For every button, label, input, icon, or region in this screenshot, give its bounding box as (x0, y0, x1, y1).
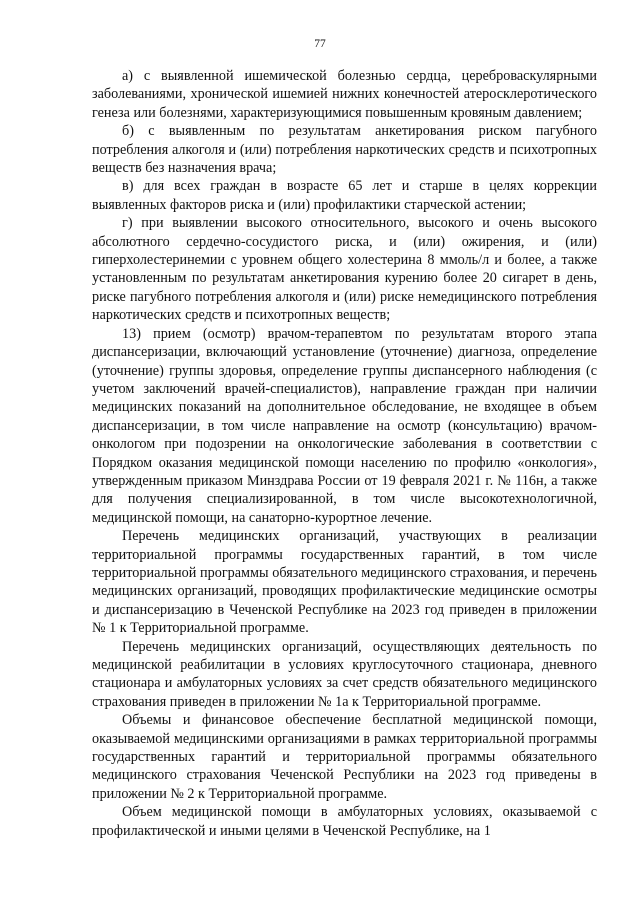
paragraph-organizations-list: Перечень медицинских организаций, участвующих в реализации территориальной программы государственных гарантий, в том числе территориальной программы обязательного медицинского страхования, и перечень медицинских организаций, проводящих профилактические медицинские осмотры и диспансеризацию в Чеченской Республике на 2023 год приведен в приложении № 1 к Территориальной программе. (92, 528, 597, 637)
paragraph-item-a: а) с выявленной ишемической болезнью сердца, цереброваскулярными заболеваниями, хронической ишемией нижних конечностей атеросклеротического генеза или болезнями, характеризующимися повышенным кровяным давлением; (92, 68, 597, 121)
paragraph-item-b: б) с выявленным по результатам анкетирования риском пагубного потребления алкоголя и (или) потребления наркотических средств и психотропных веществ без назначения врача; (92, 123, 597, 177)
paragraph-item-13: 13) прием (осмотр) врачом-терапевтом по результатам второго этапа диспансеризации, включающий установление (уточнение) диагноза, определение (уточнение) группы здоровья, определение группы диспансерного наблюдения (с учетом заключений врачей-специалистов), направление граждан при наличии медицинских показаний на дополнительное обследование, не входящее в объем диспансеризации, в том числе направление на осмотр (консультацию) врачом-онкологом при подозрении на онкологические заболевания в соответствии с Порядком оказания медицинской помощи населению по профилю «онкология», утвержденным приказом Минздрава России от 19 февраля 2021 г. № 116н, а также для получения специализированной, в том числе высокотехнологичной, медицинской помощи, на санаторно-курортное лечение. (92, 325, 597, 526)
paragraph-item-v: в) для всех граждан в возрасте 65 лет и старше в целях коррекции выявленных факторов риска и (или) профилактики старческой астении; (92, 178, 597, 213)
paragraph-item-g: г) при выявлении высокого относительного, высокого и очень высокого абсолютного сердечно-сосудистого риска, и (или) ожирения, и (или) гиперхолестеринемии с уровнем общего холестерина 8 ммоль/л и более, а также установленным по результатам анкетирования курению более 20 сигарет в день, риске пагубного потребления алкоголя и (или) риске немедицинского потребления наркотических средств и психотропных веществ; (92, 215, 597, 324)
document-body (92, 67, 597, 840)
paragraph-rehabilitation-list: Перечень медицинских организаций, осуществляющих деятельность по медицинской реабилитации в условиях круглосуточного стационара, дневного стационара и амбулаторных условиях за счет средств обязательного медицинского страхования приведен в приложении № 1а к Территориальной программе. (92, 638, 597, 710)
paragraph-financing: Объемы и финансовое обеспечение бесплатной медицинской помощи, оказываемой медицинскими организациями в рамках территориальной программы государственных гарантий и территориальной программы обязательного медицинского страхования Чеченской Республики на 2023 год приведены в приложении № 2 к Территориальной программе. (92, 712, 597, 802)
paragraph-ambulatory-volume: Объем медицинской помощи в амбулаторных условиях, оказываемой с профилактической и иными целями в Чеченской Республике, на 1 (92, 804, 597, 839)
page-number: 77 (314, 38, 326, 50)
